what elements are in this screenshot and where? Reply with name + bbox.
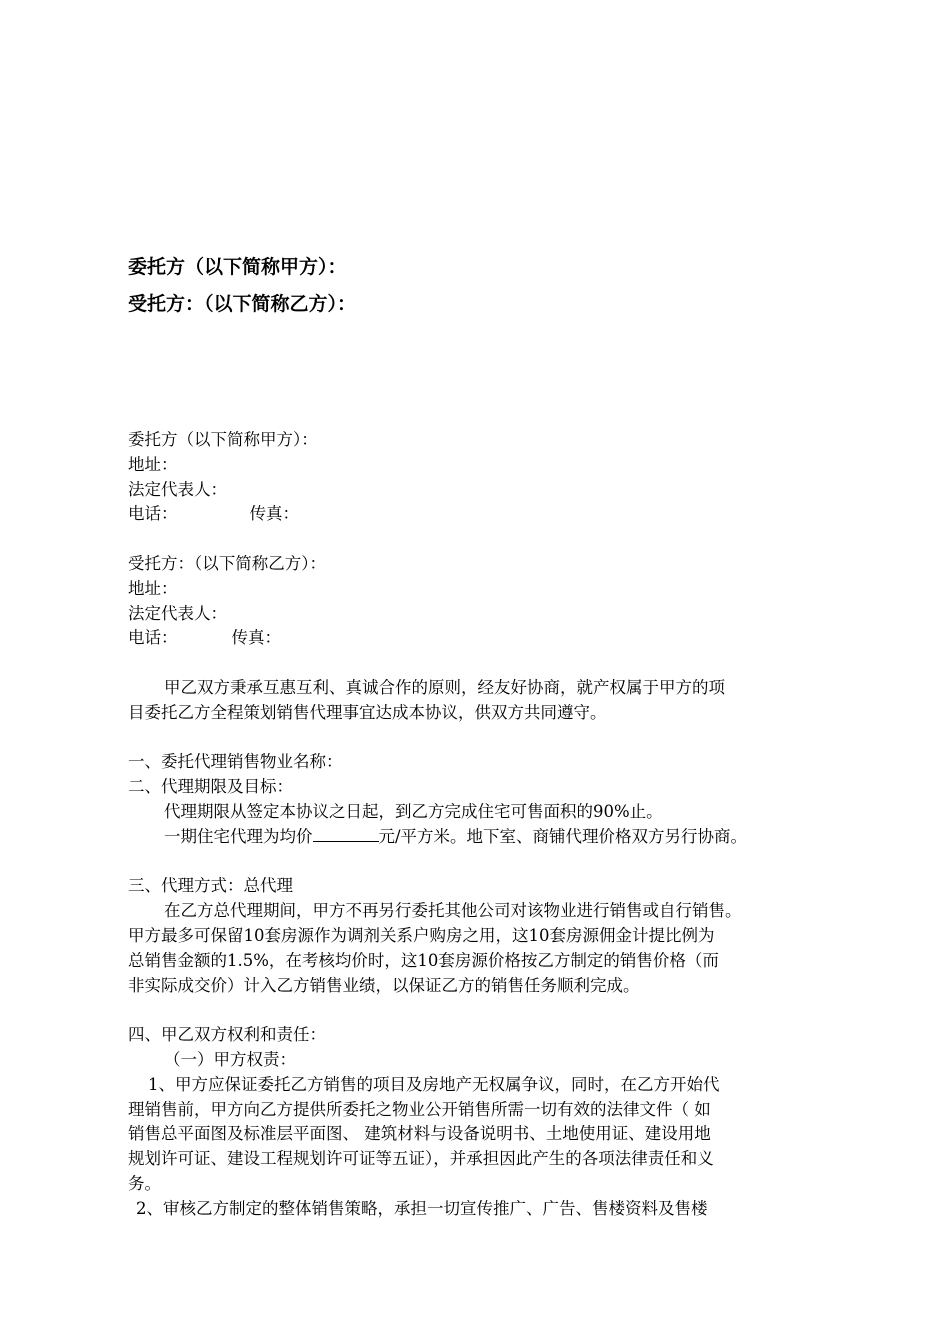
party-a-fax: 传真： [249, 504, 299, 524]
section-2-price [128, 825, 828, 850]
party-a-phone: 电话： [128, 504, 178, 524]
party-b-contact [128, 626, 828, 651]
cover-client-title: 委托方（以下简称甲方）： [128, 256, 347, 278]
price-text-after: 元/平方米。地下室、商铺代理价格双方另行协商。 [378, 826, 748, 846]
party-a-legal-rep: 法定代表人： [128, 479, 227, 499]
section-4-item-2-line-1: 2、审核乙方制定的整体销售策略，承担一切宣传推广、广告、售楼资料及售楼 [136, 1198, 708, 1218]
party-a-title: 委托方（以下简称甲方）： [128, 430, 318, 449]
section-4-item-1-line-5: 务。 [128, 1173, 161, 1193]
section-3-title: 三、代理方式：总代理 [128, 876, 293, 896]
section-2-title: 二、代理期限及目标： [128, 777, 293, 797]
intro-line-1: 甲乙双方秉承互惠互利、真诚合作的原则，经友好协商，就产权属于甲方的项 [164, 677, 725, 697]
party-b-title: 受托方：（以下简称乙方）： [128, 553, 326, 573]
section-4-item-1-line-2: 理销售前，甲方向乙方提供所委托之物业公开销售所需一切有效的法律文件（ 如 [128, 1099, 711, 1119]
price-blank [313, 825, 379, 842]
party-b-legal-rep: 法定代表人： [128, 603, 227, 623]
party-b-address: 地址： [128, 578, 178, 598]
section-3-line-1: 在乙方总代理期间，甲方不再另行委托其他公司对该物业进行销售或自行销售。 [164, 901, 742, 921]
intro-line-2: 目委托乙方全程策划销售代理事宜达成本协议，供双方共同遵守。 [128, 702, 607, 722]
party-b-fax: 传真： [231, 628, 281, 648]
section-4-item-1-line-1: 1、甲方应保证委托乙方销售的项目及房地产无权属争议，同时，在乙方开始代 [148, 1074, 720, 1094]
price-text-before: 一期住宅代理为均价 [164, 826, 313, 846]
section-3-line-2: 甲方最多可保留10套房源作为调剂关系户购房之用，这10套房源佣金计提比例为 [128, 925, 715, 945]
section-3-line-3: 总销售金额的1.5%，在考核均价时，这10套房源价格按乙方制定的销售价格（而 [128, 950, 719, 970]
section-4-item-1-line-4: 规划许可证、建设工程规划许可证等五证），并承担因此产生的各项法律责任和义 [128, 1149, 714, 1169]
cover-agent-title: 受托方：（以下简称乙方）： [128, 293, 357, 315]
section-3-line-4: 非实际成交价）计入乙方销售业绩，以保证乙方的销售任务顺利完成。 [128, 975, 640, 995]
section-2-term: 代理期限从签定本协议之日起，到乙方完成住宅可售面积的90%止。 [164, 801, 663, 821]
section-4-title: 四、甲乙双方权利和责任： [128, 1025, 326, 1045]
agreement-body [128, 428, 828, 1222]
party-b-phone: 电话： [128, 628, 178, 648]
section-4-sub-1: （一）甲方权责： [164, 1049, 296, 1069]
party-a-contact [128, 502, 828, 527]
section-1-title: 一、委托代理销售物业名称： [128, 752, 343, 772]
section-4-item-1-line-3: 销售总平面图及标准层平面图、 建筑材料与设备说明书、土地使用证、建设用地 [128, 1124, 711, 1144]
party-a-address: 地址： [128, 454, 178, 474]
